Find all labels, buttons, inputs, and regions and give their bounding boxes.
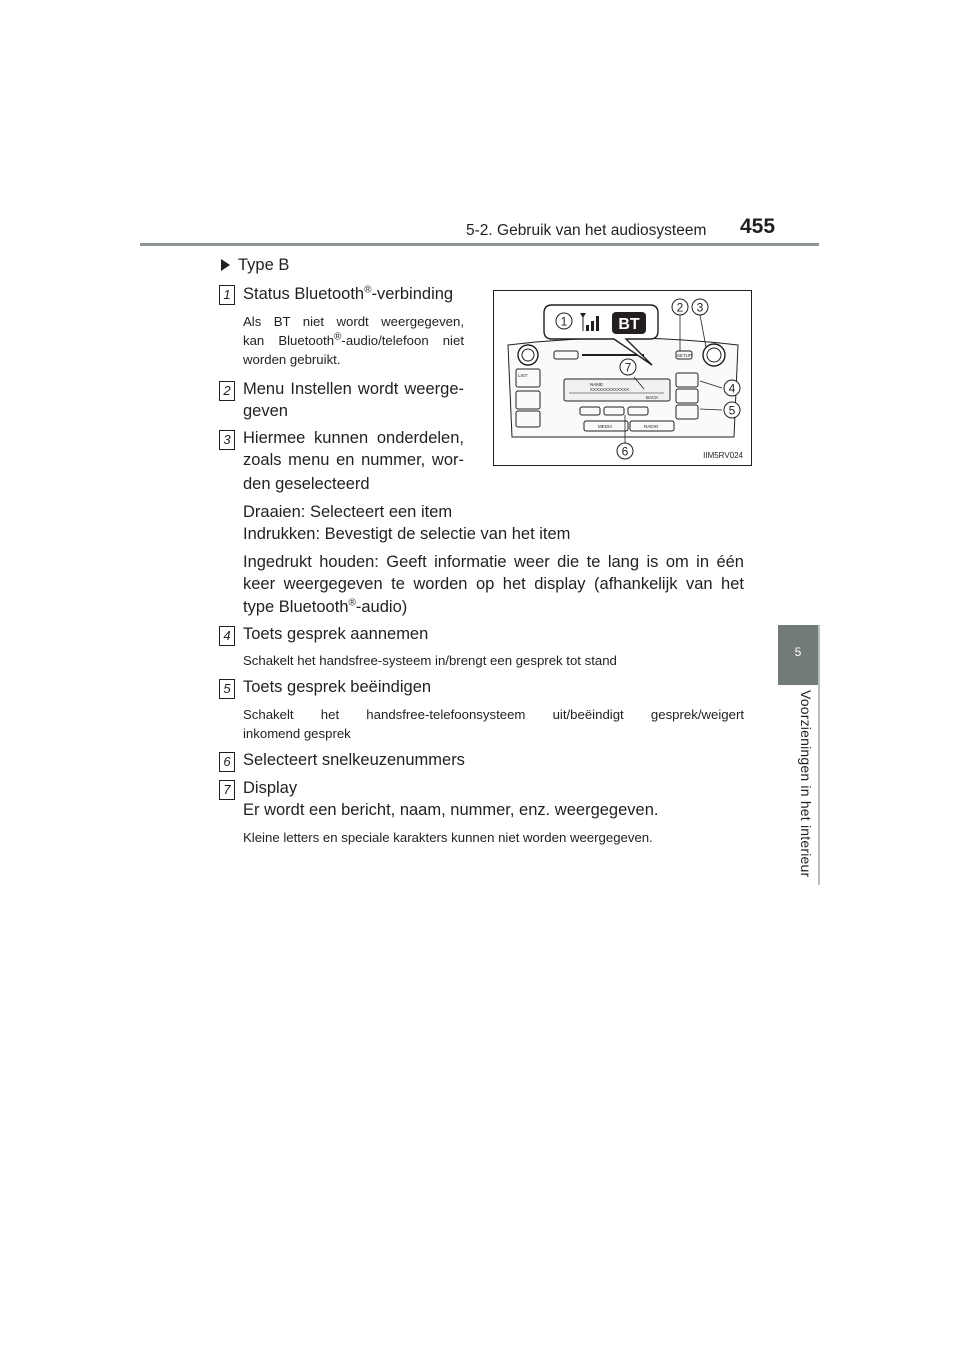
item-number: 3 [219,430,235,450]
item-title-text: Status Bluetooth [243,285,365,303]
callout-7: 7 [624,360,632,375]
item-title-suffix: -verbinding [371,285,454,303]
item-note-part: -audio/telefoon niet [341,333,464,348]
type-heading [221,256,289,275]
item-note [243,331,464,350]
callout-2: 2 [676,300,684,315]
item-line: Draaien: Selecteert een item [243,503,453,521]
callout-6: 6 [621,444,629,459]
item-title: Menu Instellen wordt weerge- [243,380,464,398]
page-number: 455 [740,215,776,238]
audio-unit-illustration [494,291,751,465]
list-button-label: LIST [518,373,528,378]
back-button-label: BACK [646,395,659,400]
callout-3: 3 [696,300,704,315]
item-title: geven [243,402,288,420]
chapter-tab: 5 [778,625,818,685]
item-line [243,596,407,618]
display-name-label: NAME [590,382,604,387]
callout-4: 4 [728,381,736,396]
item-note: Als BT niet wordt weergegeven, [243,314,464,329]
item-note-part: kan Bluetooth [243,333,335,348]
figure-code: IIM5RV024 [703,451,743,460]
item-number: 5 [219,679,235,699]
display-digits: XXXXXXXXXXXXX [590,387,630,392]
item-title: Display [243,779,298,797]
item-line: Ingedrukt houden: Geeft informatie weer die te lang is om in één [243,553,744,571]
item-title: Toets gesprek aannemen [243,625,429,643]
item-title: den geselecteerd [243,475,370,493]
registered-mark: ® [334,331,342,343]
section-title: 5-2. Gebruik van het audiosysteem [466,222,707,239]
item-number: 2 [219,381,235,401]
item-line: Indrukken: Bevestigt de selectie van het item [243,525,571,543]
item-line: Er wordt een bericht, naam, nummer, enz. weergegeven. [243,801,659,819]
bt-badge-text: BT [618,316,640,333]
item-number: 6 [219,752,235,772]
item-title: zoals menu en nummer, wor- [243,451,464,469]
side-divider [818,625,820,885]
callout-1: 1 [560,314,568,329]
item-note: worden gebruikt. [243,352,341,367]
chapter-label: Voorzieningen in het interieur [798,690,814,878]
item-note: Schakelt het handsfree-telefoonsysteem uit/beëindigt gesprek/weigert [243,707,744,722]
type-heading-text: Type B [238,256,290,274]
header-divider [140,243,819,246]
item-title: Hiermee kunnen onderdelen, [243,429,464,447]
item-number: 7 [219,780,235,800]
callout-5: 5 [728,403,736,418]
setup-button-label: SETUP [677,353,693,358]
radio-button-label: RADIO [644,424,659,429]
item-note: Kleine letters en speciale karakters kunnen niet worden weergegeven. [243,830,653,845]
item-title: Selecteert snelkeuzenummers [243,751,465,769]
item-title [243,283,453,305]
registered-mark: ® [348,597,356,609]
item-number: 4 [219,626,235,646]
registered-mark: ® [364,284,372,296]
item-line-part: -audio) [355,598,408,616]
item-title: Toets gesprek beëindigen [243,678,432,696]
item-line: keer weergegeven te worden op het display (afhankelijk van het [243,575,744,593]
item-note: Schakelt het handsfree-systeem in/brengt een gesprek tot stand [243,653,617,668]
item-number: 1 [219,285,235,305]
media-button-label: MEDIA [598,424,613,429]
item-line-part: type Bluetooth [243,598,349,616]
triangle-bullet-icon [221,259,230,271]
item-note: inkomend gesprek [243,726,351,741]
audio-unit-figure [493,290,752,466]
